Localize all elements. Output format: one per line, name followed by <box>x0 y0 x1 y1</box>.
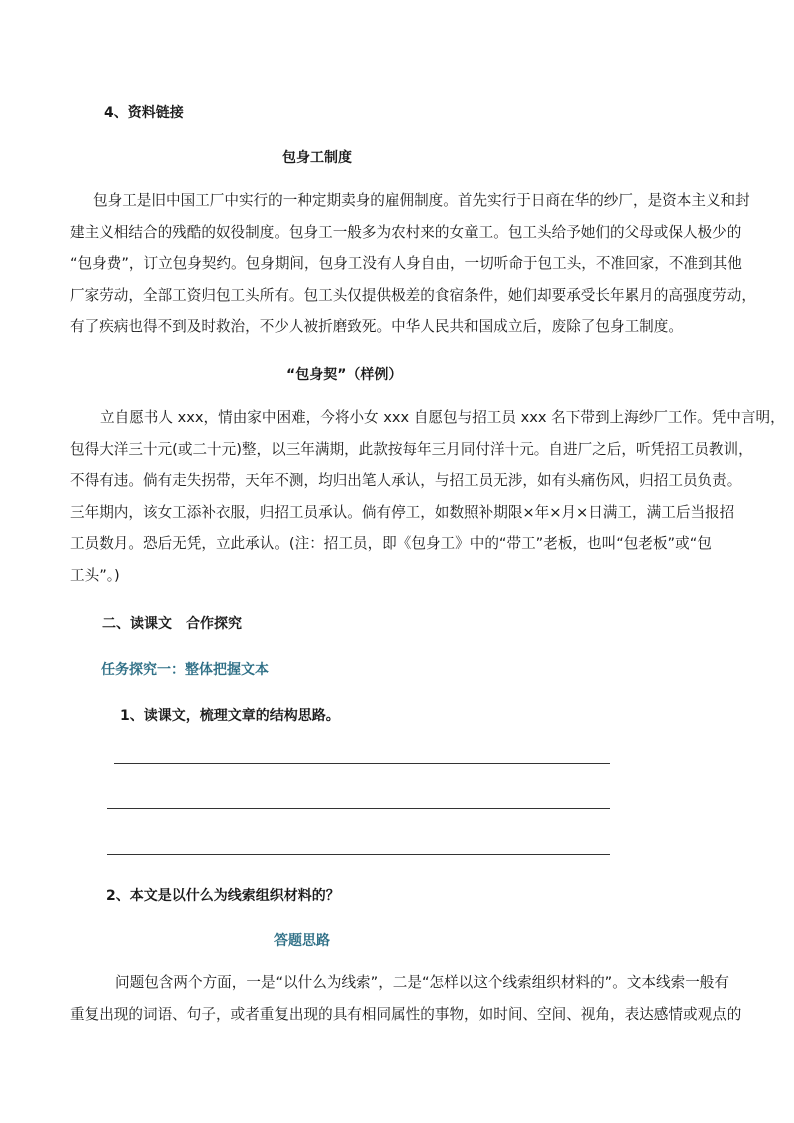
article2-line: 三年期内，该女工添补衣服，归招工员承认。倘有停工，如数照补期限×年×月×日满工，满工后当报招 <box>70 503 735 521</box>
article2-body <box>70 402 785 591</box>
article1-title: 包身工制度 <box>282 150 352 166</box>
answer-line-2[interactable] <box>107 808 610 809</box>
article1-line: 建主义相结合的残酷的奴役制度。包身工一般多为农村来的女童工。包工头给予她们的父母或保人极少的 <box>70 223 742 241</box>
article2-title: “包身契”（样例） <box>286 367 403 383</box>
answer-tip-heading: 答题思路 <box>274 933 330 949</box>
question-2: 2、本文是以什么为线索组织材料的？ <box>106 888 340 904</box>
article1-line: 厂家劳动，全部工资归包工头所有。包工头仅提供极差的食宿条件，她们却要承受长年累月的高强度劳动， <box>70 286 756 304</box>
article2-line: 立自愿书人 xxx，情由家中困难，今将小女 xxx 自愿包与招工员 xxx 名下带到上海纱厂工作。凭中言明， <box>100 409 785 426</box>
article2-line: 包得大洋三十元(或二十元)整，以三年满期，此款按每年三月同付洋十元。自进厂之后，听凭招工员教训， <box>70 440 753 458</box>
article1-line: 包身工是旧中国工厂中实行的一种定期卖身的雇佣制度。首先实行于日商在华的纱厂，是资本主义和封 <box>93 192 750 209</box>
answer-line-3[interactable] <box>107 854 610 855</box>
question-1: 1、读课文，梳理文章的结构思路。 <box>120 708 340 724</box>
task1-heading: 任务探究一：整体把握文本 <box>101 662 269 678</box>
article2-line: 不得有违。倘有走失拐带，天年不测，均归出笔人承认，与招工员无涉，如有头痛伤风，归招工员负责。 <box>70 472 742 489</box>
answer-tip-line: 问题包含两个方面，一是“以什么为线索”，二是“怎样以这个线索组织材料的”。文本线索一般有 <box>115 974 729 991</box>
article1-body <box>70 185 756 343</box>
section-2-heading: 二、读课文 合作探究 <box>102 616 242 632</box>
answer-tip-line: 重复出现的词语、句子，或者重复出现的具有相同属性的事物，如时间、空间、视角，表达感情或观点的 <box>70 1005 742 1023</box>
answer-line-1[interactable] <box>114 763 610 764</box>
article2-line: 工员数月。恐后无凭，立此承认。(注：招工员，即《包身工》中的“带工”老板，也叫“包老板”或“包 <box>70 535 712 552</box>
article1-line: 有了疾病也得不到及时救治，不少人被折磨致死。中华人民共和国成立后，废除了包身工制度。 <box>70 318 683 335</box>
answer-tip-body <box>70 967 742 1030</box>
article1-line: “包身费”，订立包身契约。包身期间，包身工没有人身自由，一切听命于包工头，不准回家，不准到其他 <box>70 255 742 272</box>
article2-line: 工头”。) <box>70 566 120 584</box>
section-4-heading: 4、资料链接 <box>104 105 184 121</box>
